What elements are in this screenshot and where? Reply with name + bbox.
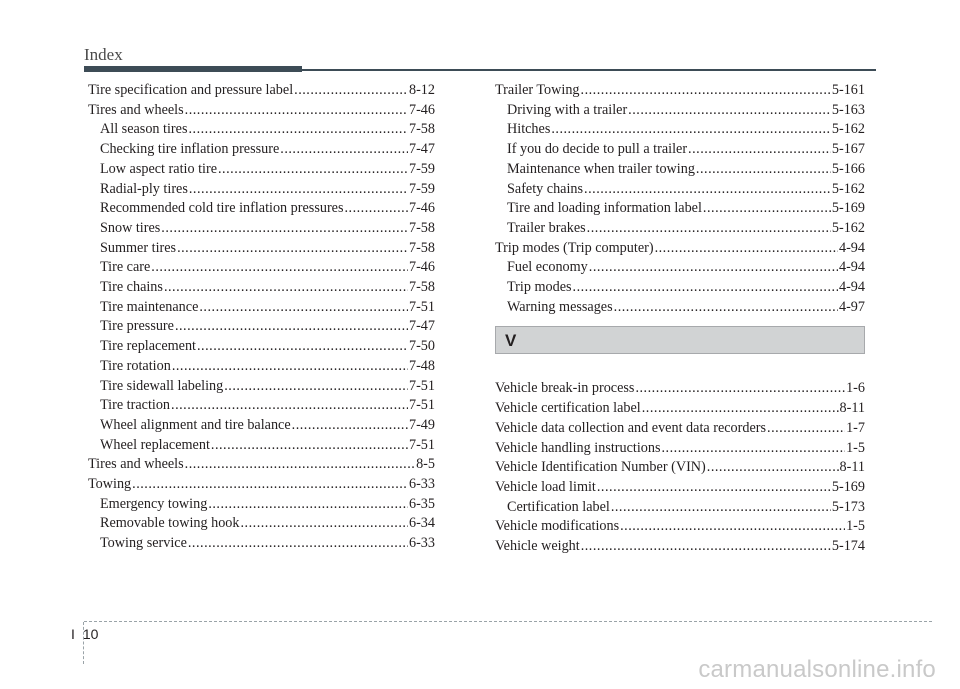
index-term: Certification label (507, 498, 610, 515)
index-entry (495, 160, 865, 180)
index-page-ref: 5-162 (831, 180, 865, 197)
index-term: Tire replacement (100, 338, 196, 355)
index-entry (88, 199, 435, 219)
index-page-ref: 5-173 (831, 498, 865, 515)
index-term: Maintenance when trailer towing (507, 160, 695, 177)
index-page-ref: 1-6 (846, 380, 865, 397)
index-entry (495, 517, 865, 537)
index-term: Checking tire inflation pressure (100, 141, 280, 158)
index-entry (495, 239, 865, 259)
dot-leader (172, 357, 408, 377)
index-page-ref: 1-5 (846, 439, 865, 456)
index-entry (88, 317, 435, 337)
index-page-ref: 7-51 (408, 397, 435, 414)
index-page-ref: 7-51 (408, 436, 435, 453)
index-term: Vehicle break-in process (495, 380, 635, 397)
watermark: carmanualsonline.info (698, 656, 936, 683)
dot-leader (584, 180, 831, 200)
index-page-ref: 4-94 (838, 239, 865, 256)
dot-leader (199, 298, 408, 318)
index-page-ref: 7-50 (408, 338, 435, 355)
index-term: All season tires (100, 121, 188, 138)
index-entry (495, 199, 865, 219)
dot-leader (642, 399, 839, 419)
dot-leader (707, 458, 839, 478)
dot-leader (767, 419, 845, 439)
index-page-ref: 5-163 (831, 101, 865, 118)
index-term: Safety chains (507, 180, 584, 197)
index-entry (495, 278, 865, 298)
dot-leader (614, 298, 838, 318)
dot-leader (175, 317, 408, 337)
dot-leader (224, 377, 408, 397)
dot-leader (188, 120, 408, 140)
index-term: Vehicle handling instructions (495, 439, 661, 456)
dot-leader (280, 140, 408, 160)
index-page-ref: 1-7 (846, 419, 865, 436)
index-term: Warning messages (507, 298, 613, 315)
index-term: Radial-ply tires (100, 180, 188, 197)
dot-leader (344, 199, 408, 219)
index-entry (495, 379, 865, 399)
index-entry (495, 458, 865, 478)
index-term: Hitches (507, 121, 551, 138)
index-entry (88, 514, 435, 534)
index-term: Trip modes (Trip computer) (495, 239, 654, 256)
index-group-t (495, 81, 865, 317)
page-title: Index (84, 45, 123, 64)
index-term: Tires and wheels (88, 101, 184, 118)
index-entry (88, 239, 435, 259)
index-entry (495, 298, 865, 318)
dot-leader (597, 478, 831, 498)
dot-leader (581, 81, 831, 101)
index-entry (88, 140, 435, 160)
dot-leader (581, 537, 831, 557)
index-entry (495, 120, 865, 140)
index-term: Low aspect ratio tire (100, 160, 217, 177)
index-entry (88, 396, 435, 416)
index-term: Towing service (100, 535, 187, 552)
index-entry (88, 357, 435, 377)
dot-leader (662, 439, 846, 459)
index-term: Removable towing hook (100, 515, 240, 532)
index-entry (88, 337, 435, 357)
index-column-left (88, 81, 435, 554)
index-page-ref: 5-174 (831, 538, 865, 555)
dot-leader (161, 219, 408, 239)
index-term: Tires and wheels (88, 456, 184, 473)
index-entry (88, 101, 435, 121)
index-page-ref: 8-5 (416, 456, 435, 473)
index-entry (495, 399, 865, 419)
index-page-ref: 5-161 (831, 82, 865, 98)
index-page-ref: 6-33 (408, 535, 435, 552)
index-term: Driving with a trailer (507, 101, 628, 118)
footer-page-number: 10 (82, 626, 99, 642)
index-page-ref: 5-167 (831, 141, 865, 158)
dot-leader (185, 101, 408, 121)
index-term: Vehicle weight (495, 538, 580, 555)
section-header-v (495, 326, 865, 354)
page-number (71, 626, 98, 642)
index-term: Vehicle Identification Number (VIN) (495, 459, 706, 476)
index-column-right (495, 81, 865, 557)
dot-leader (587, 219, 831, 239)
dot-leader (703, 199, 831, 219)
index-term: Emergency towing (100, 495, 208, 512)
dot-leader (177, 239, 408, 259)
index-entry (495, 219, 865, 239)
index-entry (88, 278, 435, 298)
section-letter: V (505, 330, 517, 350)
index-page-ref: 7-46 (408, 259, 435, 276)
index-entry (88, 436, 435, 456)
index-entry (495, 537, 865, 557)
dot-leader (151, 258, 408, 278)
index-page-ref: 6-33 (408, 476, 435, 493)
dot-leader (164, 278, 408, 298)
index-entry (88, 180, 435, 200)
index-entry (88, 219, 435, 239)
index-page-ref: 7-58 (408, 219, 435, 236)
index-entry (495, 180, 865, 200)
index-page-ref: 7-49 (408, 416, 435, 433)
index-page-ref: 5-162 (831, 219, 865, 236)
index-page-ref: 7-59 (408, 160, 435, 177)
dot-leader (188, 534, 408, 554)
index-page-ref: 6-34 (408, 515, 435, 532)
index-term: Tire and loading information label (507, 200, 702, 217)
index-entry (88, 416, 435, 436)
index-entry (495, 498, 865, 518)
index-term: If you do decide to pull a trailer (507, 141, 688, 158)
index-term: Vehicle load limit (495, 478, 596, 495)
index-entry (495, 258, 865, 278)
header-rule-thick (84, 66, 302, 72)
dot-leader (292, 416, 408, 436)
index-term: Tire sidewall labeling (100, 377, 224, 394)
index-term: Vehicle data collection and event data recorders (495, 419, 767, 436)
index-entry (88, 455, 435, 475)
dot-leader (171, 396, 408, 416)
index-page-ref: 6-35 (408, 495, 435, 512)
index-entry (88, 534, 435, 554)
index-page-ref: 5-166 (831, 160, 865, 177)
index-term: Tire specification and pressure label (88, 82, 294, 98)
index-page-ref: 7-47 (408, 141, 435, 158)
index-term: Trailer Towing (495, 82, 580, 98)
dot-leader (241, 514, 408, 534)
dot-leader (208, 495, 408, 515)
index-page-ref: 1-5 (846, 518, 865, 535)
index-term: Trip modes (507, 279, 572, 296)
index-term: Recommended cold tire inflation pressures (100, 200, 344, 217)
index-page-ref: 8-11 (839, 459, 865, 476)
dot-leader (132, 475, 408, 495)
dot-leader (551, 120, 831, 140)
dot-leader (589, 258, 838, 278)
index-term: Fuel economy (507, 259, 588, 276)
index-entry (495, 101, 865, 121)
index-page-ref: 8-11 (839, 400, 865, 417)
index-page-ref: 4-94 (838, 259, 865, 276)
index-entry (495, 478, 865, 498)
index-entry (88, 120, 435, 140)
index-term: Tire chains (100, 279, 163, 296)
dot-leader (655, 239, 838, 259)
index-page-ref: 7-58 (408, 279, 435, 296)
index-term: Towing (88, 476, 132, 493)
dot-leader (611, 498, 831, 518)
dot-leader (620, 517, 845, 537)
index-page-ref: 8-12 (408, 82, 435, 98)
index-group-v (495, 379, 865, 556)
dot-leader (628, 101, 831, 121)
index-page-ref: 7-47 (408, 318, 435, 335)
footer-section-letter: I (71, 626, 75, 642)
index-term: Tire rotation (100, 357, 171, 374)
index-entry (88, 160, 435, 180)
index-entry (88, 495, 435, 515)
dot-leader (185, 455, 415, 475)
index-page-ref: 7-58 (408, 121, 435, 138)
index-entry (495, 140, 865, 160)
index-term: Tire care (100, 259, 151, 276)
index-page-ref: 7-59 (408, 180, 435, 197)
index-page-ref: 5-169 (831, 200, 865, 217)
dot-leader (211, 436, 408, 456)
index-page-ref: 4-94 (838, 279, 865, 296)
index-term: Tire pressure (100, 318, 174, 335)
index-term: Wheel alignment and tire balance (100, 416, 291, 433)
index-entry (88, 81, 435, 101)
index-entry (495, 419, 865, 439)
index-term: Vehicle certification label (495, 400, 641, 417)
header-rule-thin (302, 69, 876, 71)
index-page-ref: 5-162 (831, 121, 865, 138)
index-page-ref: 4-97 (838, 298, 865, 315)
index-entry (88, 377, 435, 397)
dot-leader (688, 140, 831, 160)
index-entry (88, 298, 435, 318)
index-page-ref: 7-46 (408, 200, 435, 217)
index-term: Tire maintenance (100, 298, 199, 315)
index-term: Tire traction (100, 397, 171, 414)
index-entry (88, 258, 435, 278)
index-page-ref: 7-58 (408, 239, 435, 256)
index-term: Trailer brakes (507, 219, 586, 236)
index-entry (88, 475, 435, 495)
dot-leader (189, 180, 408, 200)
index-page-ref: 7-46 (408, 101, 435, 118)
dot-leader (635, 379, 845, 399)
dot-leader (696, 160, 831, 180)
index-term: Vehicle modifications (495, 518, 620, 535)
dot-leader (573, 278, 838, 298)
index-term: Snow tires (100, 219, 161, 236)
index-page-ref: 5-169 (831, 478, 865, 495)
index-term: Wheel replacement (100, 436, 210, 453)
dot-leader (294, 81, 408, 101)
footer-rule (84, 621, 932, 622)
index-entry (495, 439, 865, 459)
index-page-ref: 7-48 (408, 357, 435, 374)
index-term: Summer tires (100, 239, 177, 256)
dot-leader (197, 337, 408, 357)
index-entry (495, 81, 865, 101)
index-page-ref: 7-51 (408, 377, 435, 394)
index-page-ref: 7-51 (408, 298, 435, 315)
dot-leader (218, 160, 408, 180)
